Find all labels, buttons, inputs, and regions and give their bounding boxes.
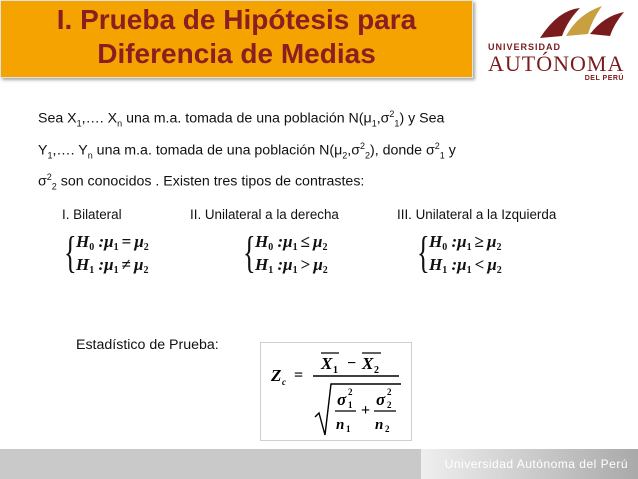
slide-title [1,3,472,71]
footer-bar [0,449,638,479]
num-x1-sub: 1 [333,365,338,376]
contrast-label-right: II. Unilateral a la derecha [190,207,339,222]
num-x1: X [321,354,333,373]
logo-text-autonoma: AUTÓNOMA [488,51,625,76]
test-statistic-formula [260,342,412,441]
formula-z-sub: c [282,377,286,387]
den-n2: n [375,417,384,433]
h0-left: $H_0$ $:\mu_1 \ge \mu_2$ [429,232,502,253]
test-statistic-label: Estadístico de Prueba: [76,337,219,353]
num-x2-sub: 2 [374,365,379,376]
den-sigma2: σ [376,390,386,409]
brace-icon: { [417,228,430,277]
brace-icon: { [64,228,77,277]
h1-bilateral: $H_1$ $:\mu_1 \ne \mu_2$ [76,255,149,276]
hypothesis-system-right [243,228,363,277]
num-minus: − [347,355,357,372]
formula-z: Z [271,366,282,385]
h1-left: $H_1$ $:\mu_1 < \mu_2$ [429,255,502,276]
formula-equals: = [294,367,304,384]
intro-paragraph: Sea $X_1,\dots$. $X_n$ una m.a. tomada de una población $N(\mu_1,\sigma^2_1)$ y Sea $Y_1,\dots$. $Y_n$ una m.a. tomada de una población $N(\mu_2,\sigma^2_2)$, donde $\sigma^2_1$ y $\sigma^2_2$ son conocidos . Existen tres tipos de contrastes: [38,109,456,192]
den-plus: + [361,402,371,419]
den-sigma1: σ [337,390,347,409]
den-n1-sub: 1 [346,424,351,434]
brace-icon: { [243,228,256,277]
contrast-label-bilateral: I. Bilateral [62,207,122,222]
formula-graphic [261,343,411,440]
den-sigma1-sub: 1 [348,400,353,410]
den-n1: n [336,417,345,433]
den-sigma1-sup: 2 [348,387,353,397]
den-sigma2-sub: 2 [387,400,392,410]
h0-right: $H_0$ $:\mu_1 \le \mu_2$ [255,232,328,253]
num-x2: X [362,354,374,373]
logo-text-universidad: UNIVERSIDAD [488,42,562,52]
hypothesis-system-left [417,228,537,277]
hypothesis-system-bilateral [64,228,184,277]
title-line-2: Diferencia de Medias [97,38,376,69]
university-logo [488,2,634,86]
contrast-label-left: III. Unilateral a la Izquierda [397,207,557,222]
den-n2-sub: 2 [385,424,390,434]
logo-text-del-peru: DEL PERÚ [584,75,624,82]
h0-bilateral: $H_0$ $:\mu_1 = \mu_2$ [76,232,149,253]
footer-text: Universidad Autónoma del Perú [444,457,628,471]
logo-emblem-icon [518,2,638,44]
title-line-1: I. Prueba de Hipótesis para [56,4,417,35]
h1-right: $H_1$ $:\mu_1 > \mu_2$ [255,255,328,276]
slide-title-box [0,0,473,78]
den-sigma2-sup: 2 [387,387,392,397]
